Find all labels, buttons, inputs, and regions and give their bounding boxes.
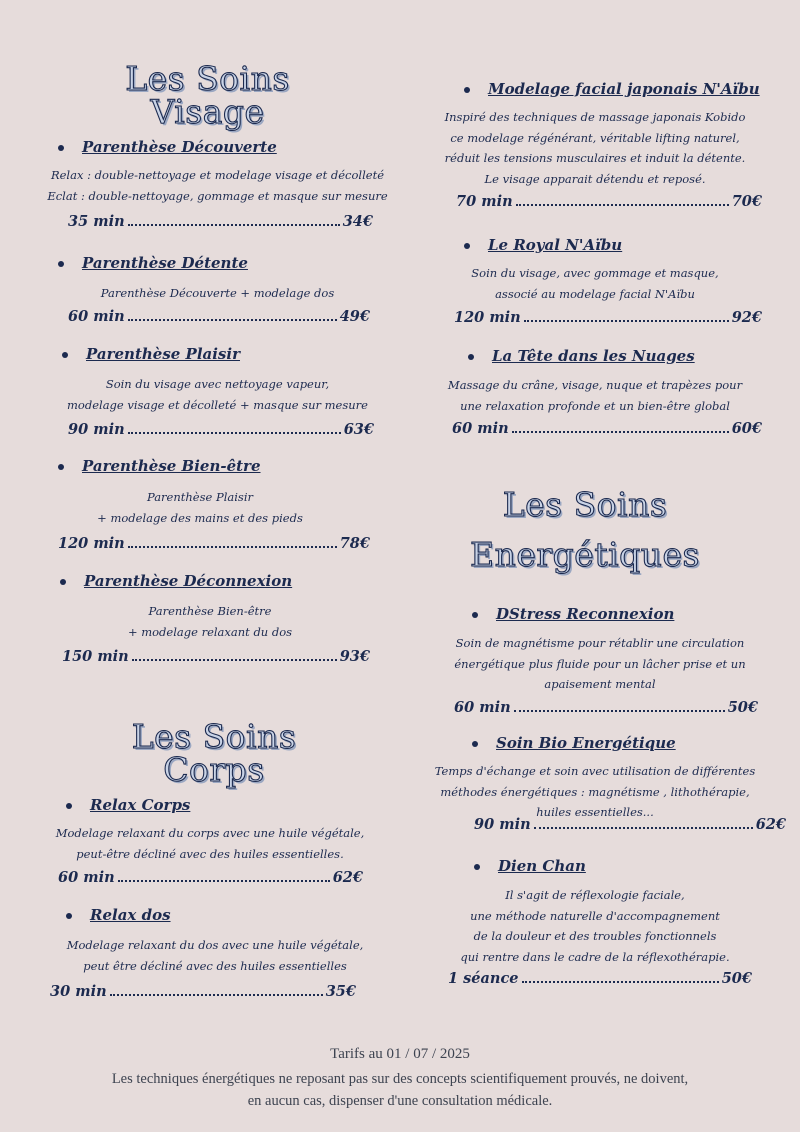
dot-leader xyxy=(128,318,337,321)
service-item xyxy=(468,347,695,365)
service-item xyxy=(62,345,240,363)
description-line: de la douleur et des troubles fonctionnels xyxy=(473,929,717,943)
description-line: ce modelage régénérant, véritable lifting naturel, xyxy=(450,130,740,145)
section-title-line: Les Soins xyxy=(502,485,668,524)
description-line: + modelage relaxant du dos xyxy=(127,624,293,639)
service-name: Relax Corps xyxy=(66,796,190,814)
price-line xyxy=(58,535,370,552)
description-line: Soin du visage, avec gommage et masque, xyxy=(471,266,719,280)
service-description xyxy=(40,823,380,864)
price-line xyxy=(454,309,762,326)
description-line: Parenthèse Plaisir xyxy=(146,490,253,504)
service-description xyxy=(40,283,395,304)
dot-leader xyxy=(524,319,729,322)
service-name: Parenthèse Déconnexion xyxy=(60,572,292,590)
dot-leader xyxy=(132,658,337,661)
service-name: Soin Bio Energétique xyxy=(472,734,676,752)
description-line: une relaxation profonde et un bien-être global xyxy=(460,398,730,413)
section-title-energetiques xyxy=(460,480,710,580)
service-description xyxy=(420,107,770,189)
dot-leader xyxy=(514,709,725,712)
description-line: Modelage relaxant du corps avec une huile végétale, xyxy=(55,826,365,840)
description-line: Parenthèse Bien-être xyxy=(148,604,272,618)
description-line: huiles essentielles... xyxy=(536,805,654,819)
service-item xyxy=(58,457,261,475)
description-line: une méthode naturelle d'accompagnement xyxy=(470,908,720,923)
duration: 90 min xyxy=(474,816,531,833)
duration: 120 min xyxy=(454,309,521,326)
price: 93€ xyxy=(339,648,370,665)
dot-leader xyxy=(128,431,341,434)
service-item xyxy=(55,138,395,156)
description-line: méthodes énergétiques : magnétisme , lithothérapie, xyxy=(440,784,750,799)
service-description xyxy=(40,374,395,415)
service-description xyxy=(40,601,380,642)
price: 62€ xyxy=(332,869,363,886)
price-line xyxy=(474,816,786,833)
price: 63€ xyxy=(343,421,374,438)
description-line: Inspiré des techniques de massage japonais Kobido xyxy=(444,110,746,124)
service-name: Parenthèse Bien-être xyxy=(58,457,261,475)
dot-leader xyxy=(118,879,330,882)
price: 62€ xyxy=(755,816,786,833)
description-line: Temps d'échange et soin avec utilisation de différentes xyxy=(434,764,756,778)
service-item xyxy=(58,254,248,272)
price: 50€ xyxy=(721,970,752,987)
price-line xyxy=(62,648,370,665)
duration: 70 min xyxy=(456,193,513,210)
price-line xyxy=(68,213,373,230)
service-name: Parenthèse Plaisir xyxy=(62,345,240,363)
description-line: associé au modelage facial N'Aïbu xyxy=(495,286,695,301)
service-description xyxy=(40,935,390,976)
service-description xyxy=(40,165,395,206)
description-line: Il s'agit de réflexologie faciale, xyxy=(505,888,685,902)
section-title-visage: Les Soins Visage xyxy=(125,59,290,131)
description-line: réduit les tensions musculaires et induit la détente. xyxy=(444,151,746,165)
duration: 150 min xyxy=(62,648,129,665)
price-line xyxy=(452,420,762,437)
description-line: peut-être décliné avec des huiles essentielles. xyxy=(76,846,344,861)
service-name: Dien Chan xyxy=(474,857,586,875)
section-title-line: Energétiques xyxy=(470,535,700,574)
duration: 60 min xyxy=(58,869,115,886)
service-description xyxy=(40,487,360,528)
service-description xyxy=(420,263,770,304)
service-description xyxy=(430,633,770,695)
price-line xyxy=(68,308,370,325)
dot-leader xyxy=(128,545,337,548)
duration: 60 min xyxy=(68,308,125,325)
duration: 30 min xyxy=(50,983,107,1000)
service-item xyxy=(464,80,760,98)
service-name: Modelage facial japonais N'Aïbu xyxy=(464,80,760,98)
description-line: Soin du visage avec nettoyage vapeur, xyxy=(105,377,330,391)
duration: 120 min xyxy=(58,535,125,552)
price: 50€ xyxy=(727,699,758,716)
description-line: Eclat : double-nettoyage, gommage et masque sur mesure xyxy=(47,188,388,203)
price: 34€ xyxy=(342,213,373,230)
service-name: Parenthèse Découverte xyxy=(58,138,395,156)
service-item xyxy=(66,796,190,814)
description-line: Modelage relaxant du dos avec une huile végétale, xyxy=(66,938,364,952)
price-line xyxy=(50,983,356,1000)
description-line: qui rentre dans le cadre de la réflexothérapie. xyxy=(460,949,730,964)
price-line xyxy=(58,869,363,886)
price: 78€ xyxy=(339,535,370,552)
description-line: Soin de magnétisme pour rétablir une circulation xyxy=(455,636,745,650)
service-description xyxy=(420,885,770,967)
price-line xyxy=(68,421,374,438)
service-description xyxy=(420,375,770,416)
duration: 60 min xyxy=(454,699,511,716)
description-line: Relax : double-nettoyage et modelage visage et décolleté xyxy=(50,168,385,182)
price-line xyxy=(456,193,762,210)
service-item xyxy=(472,605,674,623)
duration: 1 séance xyxy=(448,970,519,987)
price-line xyxy=(448,970,752,987)
price-line xyxy=(454,699,758,716)
service-item xyxy=(472,734,676,752)
price: 35€ xyxy=(325,983,356,1000)
service-item xyxy=(474,857,586,875)
price: 92€ xyxy=(731,309,762,326)
description-line: + modelage des mains et des pieds xyxy=(97,510,303,525)
service-name: La Tête dans les Nuages xyxy=(468,347,695,365)
description-line: Le visage apparait détendu et reposé. xyxy=(484,171,706,186)
description-line: Parenthèse Découverte + modelage dos xyxy=(100,286,335,300)
dot-leader xyxy=(512,430,729,433)
description-line: énergétique plus fluide pour un lâcher prise et un xyxy=(454,656,746,671)
duration: 60 min xyxy=(452,420,509,437)
dot-leader xyxy=(516,203,729,206)
description-line: modelage visage et décolleté + masque sur mesure xyxy=(67,397,368,412)
duration: 90 min xyxy=(68,421,125,438)
description-line: apaisement mental xyxy=(544,677,656,691)
section-title-corps: Les Soins Corps xyxy=(131,717,297,789)
service-name: DStress Reconnexion xyxy=(472,605,674,623)
service-name: Relax dos xyxy=(66,906,171,924)
dot-leader xyxy=(522,980,719,983)
dot-leader xyxy=(534,826,753,829)
service-name: Parenthèse Détente xyxy=(58,254,248,272)
description-line: peut être décliné avec des huiles essentielles xyxy=(83,958,347,973)
service-name: Le Royal N'Aïbu xyxy=(464,236,622,254)
price: 49€ xyxy=(339,308,370,325)
price: 60€ xyxy=(731,420,762,437)
service-item xyxy=(464,236,622,254)
duration: 35 min xyxy=(68,213,125,230)
dot-leader xyxy=(110,993,323,996)
tarifs-date: Tarifs au 01 / 07 / 2025 xyxy=(330,1046,470,1062)
service-item xyxy=(66,906,171,924)
disclaimer-line: Les techniques énergétiques ne reposant pas sur des concepts scientifiquement prouvés, ne doivent, xyxy=(111,1071,689,1087)
description-line: Massage du crâne, visage, nuque et trapèzes pour xyxy=(447,378,743,392)
price: 70€ xyxy=(731,193,762,210)
service-item xyxy=(60,572,292,590)
dot-leader xyxy=(128,223,340,226)
disclaimer-line: en aucun cas, dispenser d'une consultation médicale. xyxy=(247,1093,553,1109)
service-description xyxy=(420,761,770,823)
